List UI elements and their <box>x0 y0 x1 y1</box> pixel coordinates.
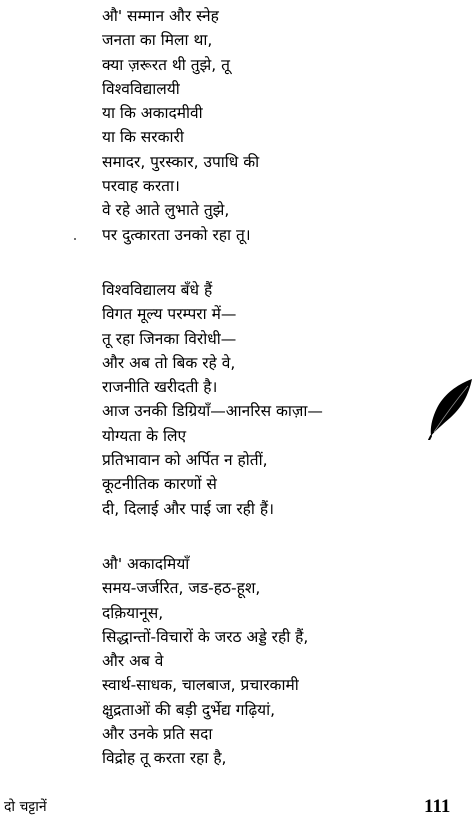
poem-line: कूटनीतिक कारणों से <box>102 475 217 494</box>
poem-line: जनता का मिला था, <box>102 31 213 50</box>
poem-line: और उनके प्रति सदा <box>102 725 213 744</box>
page-number: 111 <box>424 796 451 817</box>
poem-line: दी, दिलाई और पाई जा रही हैं। <box>102 499 274 518</box>
stanza-1 <box>102 4 432 247</box>
poem-line: सिद्धान्तों-विचारों के जरठ अड्डे रही हैं, <box>102 627 309 646</box>
poem-line: समय-जर्जरित, जड-हठ-हूश, <box>102 579 261 598</box>
poem-line: विद्रोह तू करता रहा है, <box>102 749 227 768</box>
poem-line: योग्यता के लिए <box>102 426 187 445</box>
poem-line: और अब वे <box>102 652 164 671</box>
poem-line: दक़ियानूस, <box>102 603 164 622</box>
stanza-3 <box>102 552 432 771</box>
ink-speck <box>74 238 76 240</box>
poem-line: तू रहा जिनका विरोधी— <box>102 329 237 348</box>
poem-line: परवाह करता। <box>102 177 180 196</box>
poem-line: या कि सरकारी <box>102 128 184 147</box>
poem-line: पर दुत्कारता उनको रहा तू। <box>102 225 251 244</box>
poem-line: राजनीति खरीदती है। <box>102 378 218 397</box>
poem-line: वे रहे आते लुभाते तुझे, <box>102 201 230 220</box>
poem-line: स्वार्थ-साधक, चालबाज, प्रचारकामी <box>102 676 299 695</box>
poem-line: क्या ज़रूरत थी तुझे, तू <box>102 55 230 74</box>
poem-line: प्रतिभावान को अर्पित न होतीं, <box>102 451 268 470</box>
poem-line: या कि अकादमीवी <box>102 104 203 123</box>
poem-line: विश्वविद्यालयी <box>102 79 180 98</box>
poem-line: विश्वविद्यालय बँधे हैं <box>102 280 213 299</box>
feather-quill-icon <box>428 378 474 440</box>
book-title: दो चट्टानें <box>4 799 47 815</box>
poem-line: और अब तो बिक रहे वे, <box>102 353 236 372</box>
poem-line: आज उनकी डिग्रियाँ—आनरिस काज़ा— <box>102 402 323 421</box>
poem-body <box>102 4 432 771</box>
poem-line: समादर, पुरस्कार, उपाधि की <box>102 152 260 171</box>
poem-line: क्षुद्रताओं की बड़ी दुर्भेद्य गढ़ियां, <box>102 700 276 719</box>
poem-line: औ' अकादमियाँ <box>102 554 190 573</box>
poem-line: औ' सम्मान और स्नेह <box>102 7 219 25</box>
poem-line: विगत मूल्य परम्परा में— <box>102 305 237 324</box>
stanza-2 <box>102 278 432 521</box>
